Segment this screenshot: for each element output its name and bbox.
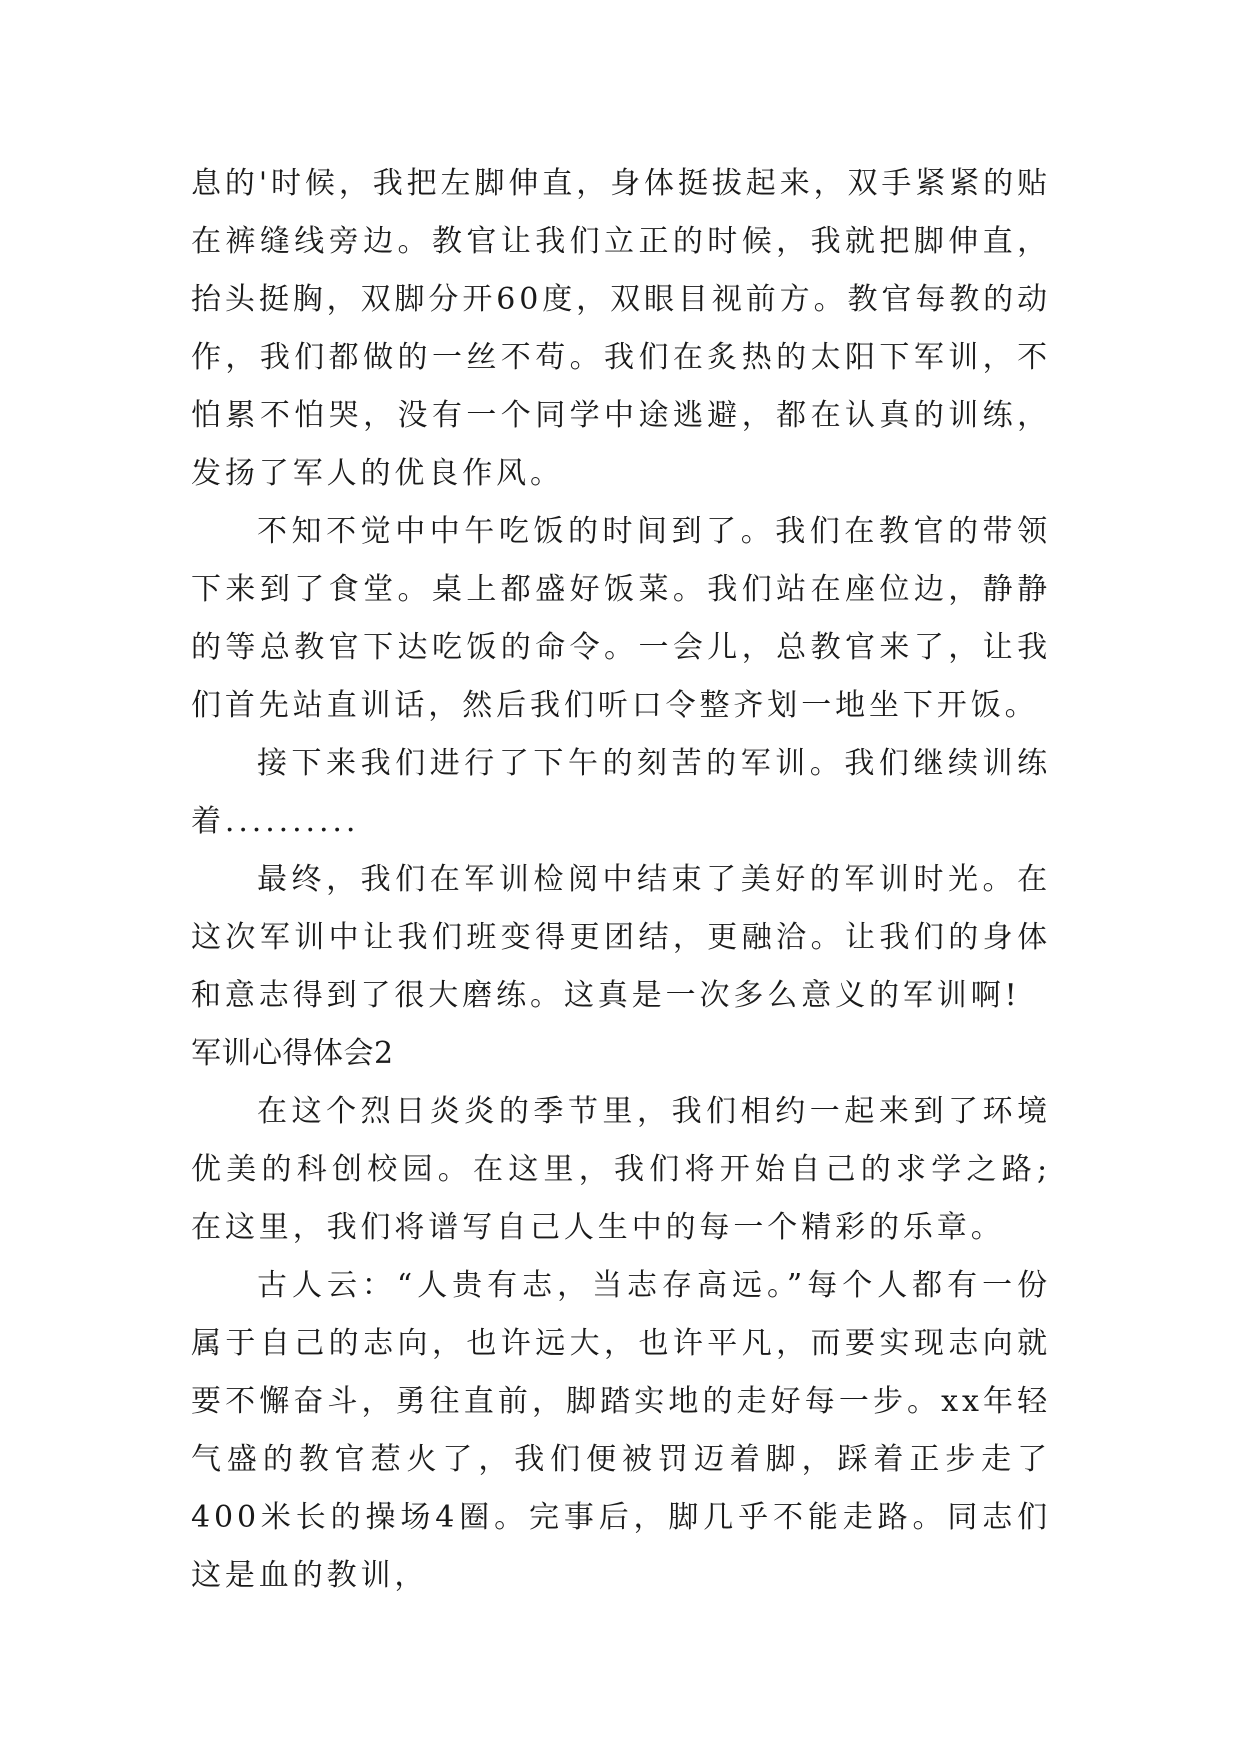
section-heading: 军训心得体会2 <box>191 1036 394 1071</box>
paragraph-5: 在这个烈日炎炎的季节里，我们相约一起来到了环境优美的科创校园。在这里，我们将开始自己的求学之路;在这里，我们将谱写自己人生中的每一个精彩的乐章。 <box>191 1094 1051 1245</box>
paragraph-1: 息的'时候，我把左脚伸直，身体挺拔起来，双手紧紧的贴在裤缝线旁边。教官让我们立正的时候，我就把脚伸直，抬头挺胸，双脚分开60度，双眼目视前方。教官每教的动作，我们都做的一丝不苟。我们在炙热的太阳下军训，不怕累不怕哭，没有一个同学中途逃避，都在认真的训练，发扬了军人的优良作风。 <box>191 166 1051 491</box>
paragraph-2: 不知不觉中中午吃饭的时间到了。我们在教官的带领下来到了食堂。桌上都盛好饭菜。我们站在座位边，静静的等总教官下达吃饭的命令。一会儿，总教官来了，让我们首先站直训话，然后我们听口令整齐划一地坐下开饭。 <box>191 514 1051 723</box>
document-body <box>191 155 1051 1605</box>
paragraph-6: 古人云：“人贵有志，当志存高远。”每个人都有一份属于自己的志向，也许远大，也许平凡，而要实现志向就要不懈奋斗，勇往直前，脚踏实地的走好每一步。xx年轻气盛的教官惹火了，我们便被罚迈着脚，踩着正步走了400米长的操场4圈。完事后，脚几乎不能走路。同志们这是血的教训， <box>191 1268 1051 1593</box>
paragraph-4: 最终，我们在军训检阅中结束了美好的军训时光。在这次军训中让我们班变得更团结，更融洽。让我们的身体和意志得到了很大磨练。这真是一次多么意义的军训啊! <box>191 862 1051 1013</box>
paragraph-3: 接下来我们进行了下午的刻苦的军训。我们继续训练着.......... <box>191 746 1051 839</box>
